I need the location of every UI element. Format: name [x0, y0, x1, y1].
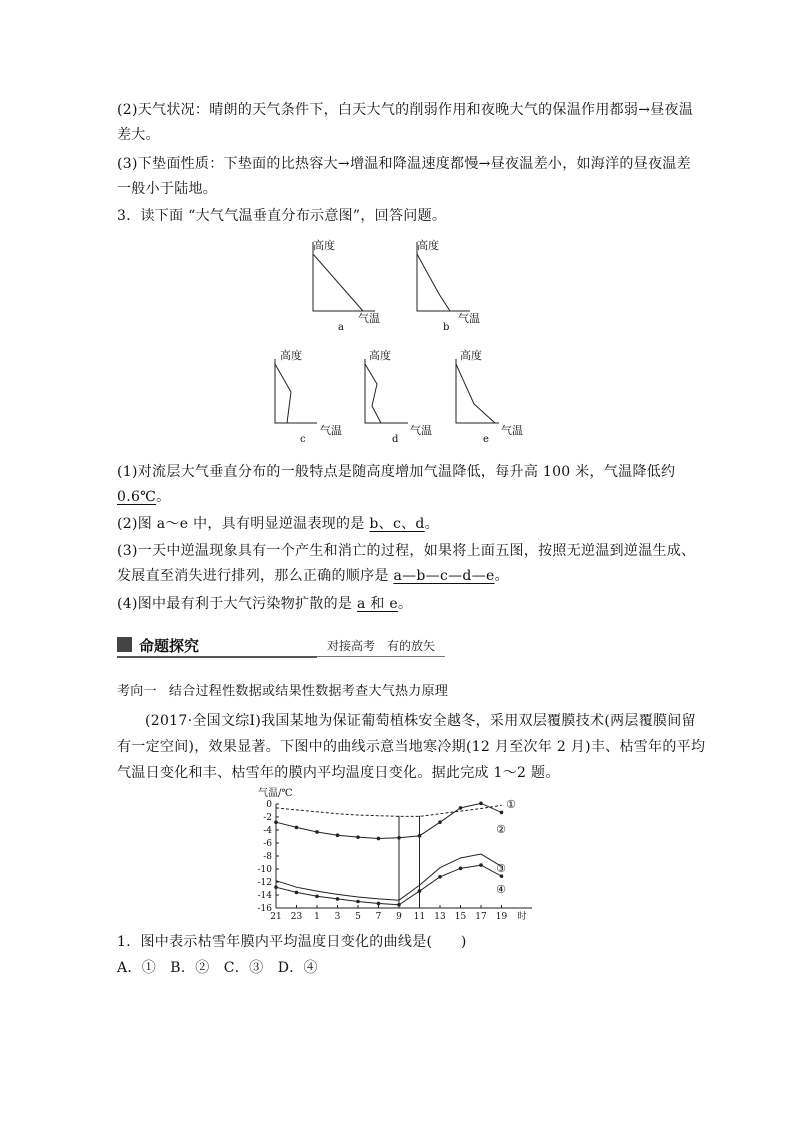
y-tick-label: -2: [263, 813, 272, 823]
series-label-3: ③: [496, 862, 506, 875]
profile-panel-e: [456, 359, 499, 423]
series-2-point: [274, 820, 278, 824]
x-tick-label: 1: [314, 912, 320, 922]
section-title: 命题探究: [139, 637, 200, 655]
question3-prompt: 3．读下面 “大气气温垂直分布示意图”，回答问题。: [117, 208, 447, 224]
series-4-point: [377, 902, 381, 906]
x-tick-label: 11: [413, 912, 426, 922]
y-tick-label: -6: [263, 839, 272, 849]
paragraph-weather-line1: (2)天气状况：晴朗的天气条件下，白天大气的削弱作用和夜晚大气的保温作用都弱→昼夜温: [117, 102, 694, 118]
intro-line2: 有一定空间)，效果显著。下图中的曲线示意当地寒冷期(12 月至次年 2 月)丰、枯雪年的平均: [117, 739, 706, 755]
y-tick-label: -14: [257, 891, 272, 901]
x-tick-label: 9: [396, 912, 402, 922]
answer3-value: a—b—c—d—e: [393, 568, 495, 584]
series-label-1: ①: [506, 798, 516, 811]
series-line-2: [276, 803, 502, 838]
series-4-point: [438, 875, 442, 879]
series-4-point: [356, 900, 360, 904]
section-rule: [117, 656, 317, 658]
answer1-line2: 0.6℃。: [117, 489, 171, 505]
section-rule-thin: [317, 656, 445, 657]
series-2-point: [438, 820, 442, 824]
series-line-3: [276, 854, 502, 900]
series-label-4: ④: [496, 883, 506, 896]
y-tick-label: -8: [263, 852, 272, 862]
series-2-point: [479, 802, 483, 806]
intro-line3: 气温日变化和丰、枯雪年的膜内平均温度日变化。据此完成 1～2 题。: [117, 765, 560, 781]
panel-c-xlabel: 气温: [320, 424, 342, 437]
direction-text: 结合过程性数据或结果性数据考查大气热力原理: [168, 684, 449, 699]
y-tick-label: -10: [257, 865, 272, 875]
profile-panel-c: [275, 359, 317, 423]
panel-d-ylabel: 高度: [369, 349, 391, 362]
panel-c-ylabel: 高度: [280, 349, 302, 362]
series-line-1: [276, 805, 502, 816]
x-tick-label: 13: [434, 912, 446, 922]
direction-label: 考向一: [117, 684, 157, 699]
temperature-profile-diagram: [255, 232, 545, 444]
y-tick-label: -12: [257, 878, 272, 888]
series-4-point: [459, 867, 463, 871]
y-tick-label: -16: [257, 904, 272, 914]
profile-panel-d: [365, 359, 408, 423]
panel-e-label: e: [483, 434, 489, 445]
series-2-point: [418, 834, 422, 838]
panel-d-label: d: [392, 434, 399, 445]
question1-options: A．① B．② C．③ D．④: [117, 960, 318, 976]
panel-a-xlabel: 气温: [358, 312, 380, 325]
panel-b-label: b: [443, 322, 450, 333]
temperature-line-chart: [248, 784, 548, 924]
section-square-icon: [117, 637, 132, 652]
profile-panel-a: [313, 242, 375, 311]
series-2-point: [356, 835, 360, 839]
paragraph-weather-line2: 差大。: [117, 127, 160, 143]
series-2-point: [500, 811, 504, 815]
answer3-line1: (3)一天中逆温现象具有一个产生和消亡的过程，如果将上面五图，按照无逆温到逆温生成、: [117, 543, 696, 559]
series-4-point: [336, 897, 340, 901]
series-2-point: [336, 833, 340, 837]
x-tick-label: 17: [475, 912, 487, 922]
x-tick-label: 3: [334, 912, 341, 922]
series-2-point: [377, 837, 381, 841]
x-tick-label: 23: [290, 912, 303, 922]
panel-b-xlabel: 气温: [458, 312, 480, 325]
panel-e-xlabel: 气温: [501, 424, 523, 437]
chart-xlabel: 时: [517, 912, 527, 922]
panel-e-ylabel: 高度: [460, 349, 482, 362]
x-tick-label: 15: [454, 912, 467, 922]
intro-line1: (2017·全国文综Ⅰ)我国某地为保证葡萄植株安全越冬，采用双层覆膜技术(两层覆膜间留: [145, 713, 696, 729]
panel-b-ylabel: 高度: [417, 239, 439, 252]
profile-panel-b: [417, 242, 470, 311]
answer4-value: a 和 e: [356, 596, 399, 612]
series-2-point: [315, 830, 319, 834]
panel-a-ylabel: 高度: [313, 239, 335, 252]
panel-a-label: a: [338, 322, 344, 333]
answer4-line: (4)图中最有利于大气污染物扩散的是 a 和 e。: [117, 596, 413, 612]
series-label-2: ②: [496, 823, 506, 836]
series-line-4: [276, 865, 502, 905]
series-4-point: [397, 903, 401, 907]
series-4-point: [315, 895, 319, 899]
panel-c-label: c: [300, 434, 306, 445]
answer2-value: b、c、d: [369, 516, 425, 532]
question1-prompt: 1．图中表示枯雪年膜内平均温度日变化的曲线是( ): [117, 934, 467, 950]
series-4-point: [418, 889, 422, 893]
series-2-point: [397, 836, 401, 840]
series-4-point: [274, 885, 278, 889]
chart-ylabel: 气温/℃: [258, 788, 293, 799]
x-tick-label: 21: [270, 912, 282, 922]
series-4-point: [479, 863, 483, 867]
answer1-value: 0.6℃: [117, 489, 157, 505]
paragraph-surface-line2: 一般小于陆地。: [117, 181, 218, 197]
series-2-point: [459, 806, 463, 810]
y-tick-label: 0: [266, 800, 272, 810]
answer3-line2: 发展直至消失进行排列，那么正确的顺序是 a—b—c—d—e。: [117, 568, 509, 584]
answer1-line1: (1)对流层大气垂直分布的一般特点是随高度增加气温降低，每升高 100 米，气温降低约: [117, 464, 676, 480]
paragraph-surface-line1: (3)下垫面性质：下垫面的比热容大→增温和降温速度都慢→昼夜温差小，如海洋的昼夜温差: [117, 156, 691, 172]
x-tick-label: 19: [495, 912, 508, 922]
section-header: [117, 634, 445, 656]
series-2-point: [295, 826, 299, 830]
x-tick-label: 7: [375, 912, 382, 922]
answer2-line: (2)图 a～e 中，具有明显逆温表现的是 b、c、d。: [117, 516, 439, 532]
y-tick-label: -4: [263, 826, 272, 836]
direction-line: [117, 680, 448, 699]
panel-d-xlabel: 气温: [410, 424, 432, 437]
series-4-point: [295, 891, 299, 895]
x-tick-label: 5: [355, 912, 361, 922]
section-subtitle: 对接高考 有的放矢: [327, 639, 436, 653]
